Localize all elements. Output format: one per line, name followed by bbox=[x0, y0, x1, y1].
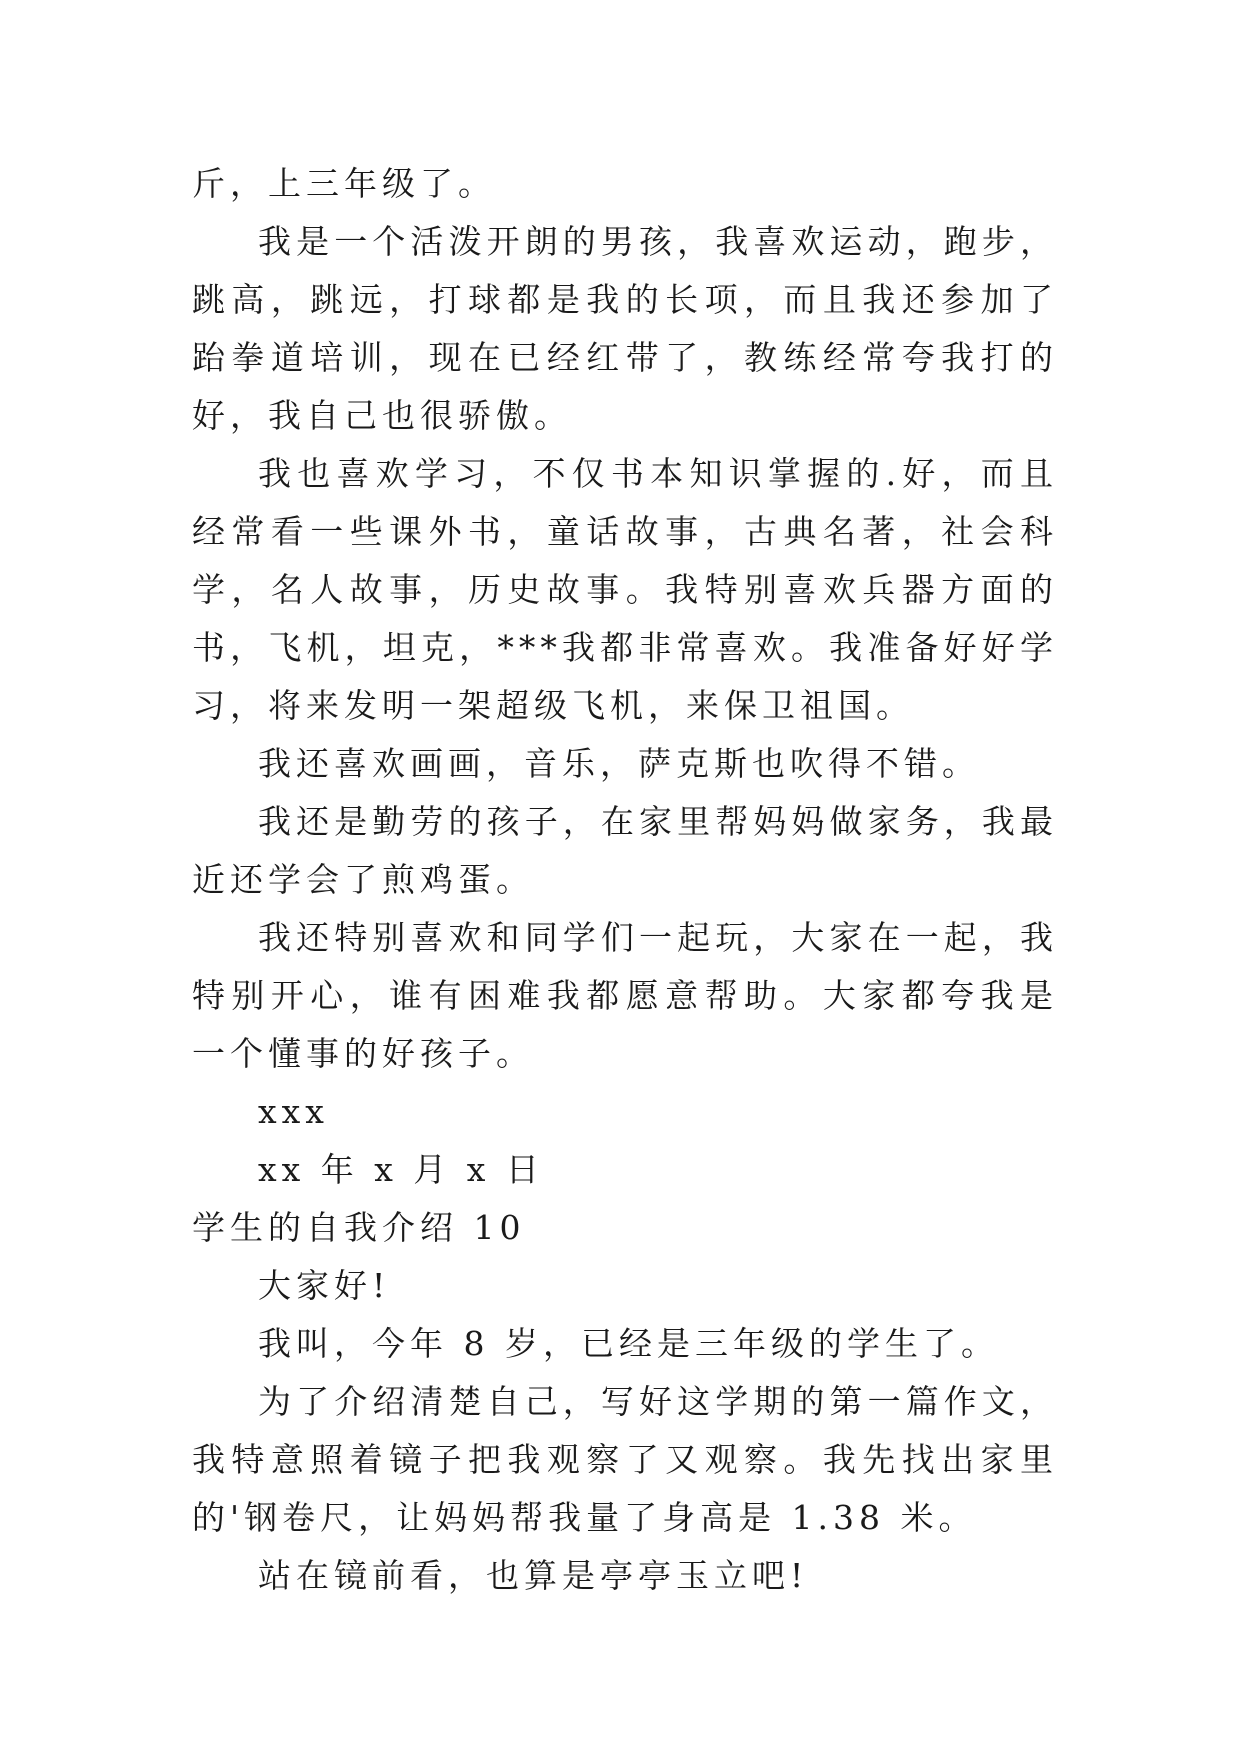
signature-date: xx 年 x 月 x 日 bbox=[258, 1150, 544, 1189]
paragraph-continuation: 斤，上三年级了。 bbox=[192, 164, 496, 203]
paragraph-chores: 我还是勤劳的孩子，在家里帮妈妈做家务，我最近还学会了煎鸡蛋。 bbox=[192, 802, 1058, 899]
paragraph-sports: 我是一个活泼开朗的男孩，我喜欢运动，跑步，跳高，跳远，打球都是我的长项，而且我还参加了跆拳道培训，现在已经红带了，教练经常夸我打的好，我自己也很骄傲。 bbox=[192, 222, 1058, 435]
paragraph-greeting: 大家好! bbox=[258, 1266, 391, 1305]
paragraph-intro: 我叫，今年 8 岁，已经是三年级的学生了。 bbox=[258, 1324, 999, 1363]
paragraph-hobbies: 我还喜欢画画，音乐，萨克斯也吹得不错。 bbox=[258, 744, 980, 783]
document-body bbox=[192, 155, 1058, 1605]
section-heading: 学生的自我介绍 10 bbox=[192, 1208, 526, 1247]
paragraph-study: 我也喜欢学习，不仅书本知识掌握的.好，而且经常看一些课外书，童话故事，古典名著，社会科学，名人故事，历史故事。我特别喜欢兵器方面的书，飞机，坦克，***我都非常喜欢。我准备好好学习，将来发明一架超级飞机，来保卫祖国。 bbox=[192, 454, 1058, 725]
paragraph-mirror: 为了介绍清楚自己，写好这学期的第一篇作文，我特意照着镜子把我观察了又观察。我先找出家里的'钢卷尺，让妈妈帮我量了身高是 1.38 米。 bbox=[192, 1382, 1058, 1537]
paragraph-standing: 站在镜前看，也算是亭亭玉立吧! bbox=[258, 1556, 809, 1595]
paragraph-friends: 我还特别喜欢和同学们一起玩，大家在一起，我特别开心，谁有困难我都愿意帮助。大家都夸我是一个懂事的好孩子。 bbox=[192, 918, 1058, 1073]
signature-name: xxx bbox=[258, 1092, 329, 1131]
